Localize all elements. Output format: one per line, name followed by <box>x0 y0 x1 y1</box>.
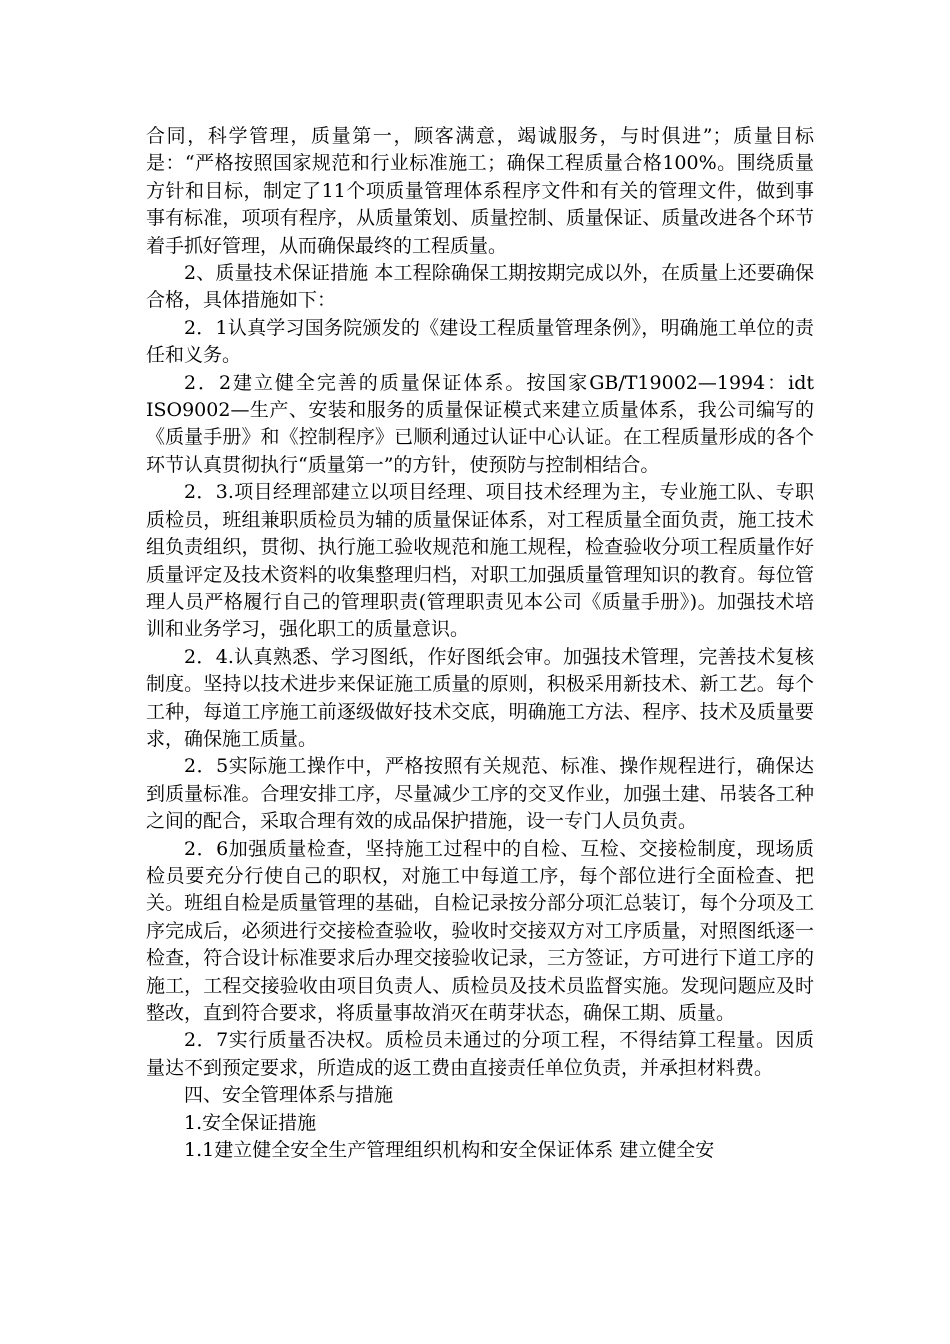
subheading-safety-measures: 1.安全保证措施 <box>184 1111 317 1134</box>
document-body <box>146 123 814 1164</box>
paragraph-2-7: 2．7实行质量否决权。质检员未通过的分项工程，不得结算工程量。因质量达不到预定要求，所造成的返工费由直接责任单位负责，并承担材料费。 <box>146 1029 814 1079</box>
paragraph-2-2: 2．2建立健全完善的质量保证体系。按国家GB/T19002—1994：idt ISO9002—生产、安装和服务的质量保证模式来建立质量体系，我公司编写的《质量手册》和《控制程序》已顺利通过认证中心认证。在工程质量形成的各个环节认真贯彻执行“质量第一”的方针，使预防与控制相结合。 <box>146 371 814 476</box>
paragraph-2-6: 2．6加强质量检查，坚持施工过程中的自检、互检、交接检制度，现场质检员要充分行使自己的职权，对施工中每道工序，每个部位进行全面检查、把关。班组自检是质量管理的基础，自检记录按分部分项汇总装订，每个分项及工序完成后，必须进行交接检查验收，验收时交接双方对工序质量，对照图纸逐一检查，符合设计标准要求后办理交接验收记录，三方签证，方可进行下道工序的施工，工程交接验收由项目负责人、质检员及技术员监督实施。发现问题应及时整改，直到符合要求，将质量事故消灭在萌芽状态，确保工期、质量。 <box>146 837 814 1024</box>
paragraph-1-1: 1.1建立健全安全生产管理组织机构和安全保证体系 建立健全安 <box>184 1139 715 1162</box>
paragraph-2-3: 2．3.项目经理部建立以项目经理、项目技术经理为主，专业施工队、专职质检员，班组兼职质检员为辅的质量保证体系，对工程质量全面负责，施工技术组负责组织，贯彻、执行施工验收规范和施工规程，检查验收分项工程质量作好质量评定及技术资料的收集整理归档，对职工加强质量管理知识的教育。每位管理人员严格履行自己的管理职责(管理职责见本公司《质量手册》)。加强技术培训和业务学习，强化职工的质量意识。 <box>146 481 814 641</box>
section-heading-safety: 四、安全管理体系与措施 <box>184 1084 394 1107</box>
paragraph-2-1: 2．1认真学习国务院颁发的《建设工程质量管理条例》，明确施工单位的责任和义务。 <box>146 316 814 367</box>
paragraph-quality-policy: 合同，科学管理，质量第一，顾客满意，竭诚服务，与时俱进”；质量目标是：“严格按照国家规范和行业标准施工；确保工程质量合格100%。围绕质量方针和目标，制定了11个项质量管理体系程序文件和有关的管理文件，做到事事有标准，项项有程序，从质量策划、质量控制、质量保证、质量改进各个环节着手抓好管理，从而确保最终的工程质量。 <box>146 125 814 257</box>
paragraph-quality-tech-measures: 2、质量技术保证措施 本工程除确保工期按期完成以外，在质量上还要确保合格，具体措施如下： <box>146 262 814 312</box>
paragraph-2-4: 2．4.认真熟悉、学习图纸，作好图纸会审。加强技术管理，完善技术复核制度。坚持以技术进步来保证施工质量的原则，积极采用新技术、新工艺。每个工种，每道工序施工前逐级做好技术交底，明确施工方法、程序、技术及质量要求，确保施工质量。 <box>146 645 814 750</box>
paragraph-2-5: 2．5实际施工操作中，严格按照有关规范、标准、操作规程进行，确保达到质量标准。合理安排工序，尽量减少工序的交叉作业，加强土建、吊装各工种之间的配合，采取合理有效的成品保护措施，设一专门人员负责。 <box>146 755 814 833</box>
